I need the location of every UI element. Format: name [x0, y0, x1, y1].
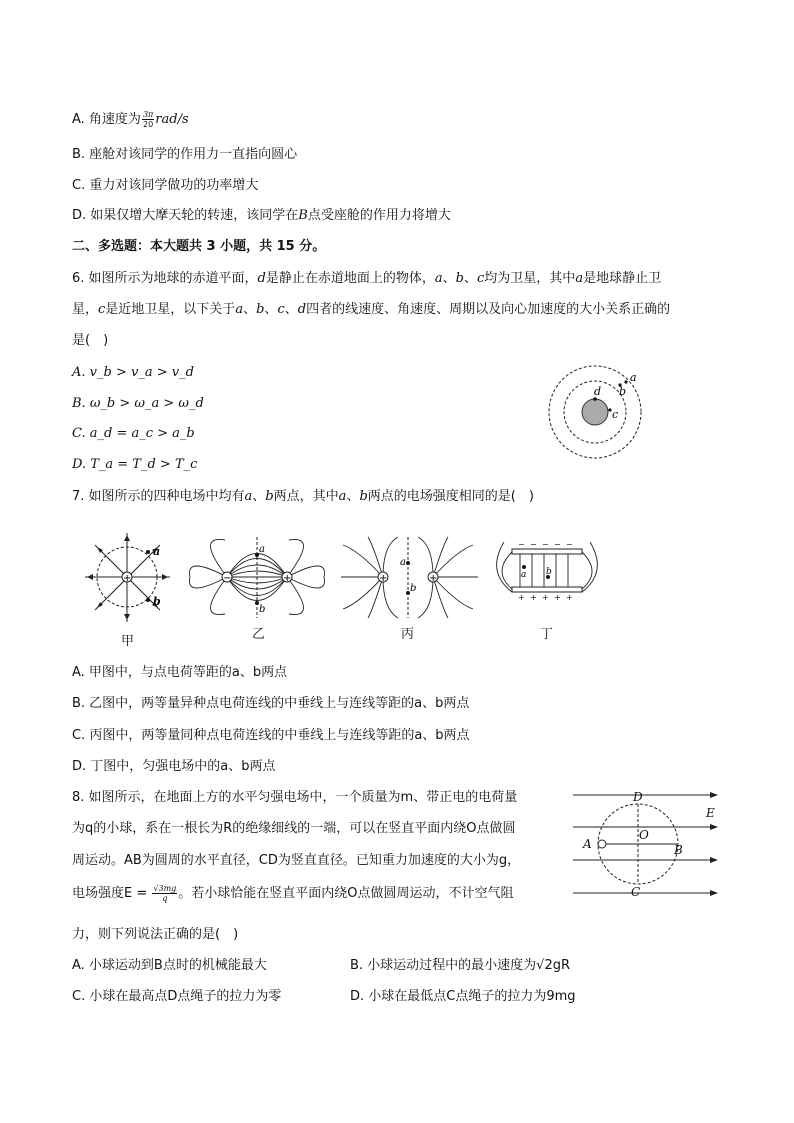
q8-option-b: B. 小球运动过程中的最小速度为√2gR — [350, 958, 571, 973]
fraction-numerator: 3π — [142, 110, 154, 119]
q7-figure-jia — [80, 530, 175, 625]
q7-caption-bing: 丙 — [401, 627, 415, 642]
q7-caption-yi: 乙 — [252, 627, 266, 642]
negative-plate — [512, 549, 582, 554]
q7-option-c: C. 丙图中，两等量同种点电荷连线的中垂线上与连线等距的a、b两点 — [72, 728, 470, 743]
q7-text: 、 — [252, 489, 266, 504]
q5-option-a-text: A. 角速度为 — [72, 112, 141, 127]
q5-option-a — [72, 110, 189, 129]
q5-option-d-post: 点受座舱的作用力将增大 — [307, 208, 451, 223]
q7-caption-jia: 甲 — [121, 634, 135, 649]
q7-text: 7. 如图所示的四种电场中均有 — [72, 489, 245, 504]
q6-text: 是近地卫星，以下关于 — [105, 302, 236, 317]
point-a — [406, 561, 410, 565]
section-title: 二、多选题：本大题共 3 小题，共 15 分。 — [72, 239, 326, 254]
var-b: b — [265, 489, 274, 504]
q7-option-d: D. 丁图中，匀强电场中的a、b两点 — [72, 759, 276, 774]
fraction-denominator: q — [162, 894, 168, 903]
q7-option-b: B. 乙图中，两等量异种点电荷连线的中垂线上与连线等距的a、b两点 — [72, 696, 470, 711]
var-a: a — [434, 271, 443, 286]
q6-option-c: C. a_d = a_c > a_b — [72, 426, 195, 441]
q6-text: 、 — [442, 271, 456, 286]
label-b: b — [259, 604, 266, 615]
q6-orbit-figure — [540, 362, 650, 462]
var-c: c — [477, 271, 485, 286]
var-b: b — [359, 489, 368, 504]
svg-text:+: + — [566, 593, 573, 602]
minus-sign: − — [223, 573, 232, 584]
q5-option-a-unit: rad/s — [155, 112, 189, 127]
label-d: D — [633, 790, 643, 804]
q6-text: 、 — [264, 302, 278, 317]
var-b: b — [455, 271, 464, 286]
label-a: a — [630, 371, 637, 384]
svg-text:−: − — [530, 540, 537, 549]
q7-text: 两点的电场强度相同的是( ) — [367, 489, 534, 504]
q7-stem — [72, 488, 534, 506]
q8-option-a: A. 小球运动到B点时的机械能最大 — [72, 958, 267, 973]
label-a: a — [400, 557, 406, 568]
q6-text: 6. 如图所示为地球的赤道平面， — [72, 271, 258, 286]
q5-option-a-fraction — [142, 110, 154, 129]
q6-stem-line3: 是( ) — [72, 333, 109, 348]
q6-text: 是静止在赤道地面上的物体， — [265, 271, 435, 286]
label-a: A — [583, 837, 592, 851]
q7-text: 两点，其中 — [273, 489, 339, 504]
label-a: a — [521, 570, 527, 580]
q6-text: 四者的线速度、角速度、周期以及向心加速度的大小关系正确的 — [306, 302, 671, 317]
label-b: b — [619, 385, 627, 398]
svg-text:−: − — [542, 540, 549, 549]
svg-text:−: − — [554, 540, 561, 549]
q6-text: 星， — [72, 302, 99, 317]
svg-text:+: + — [554, 593, 561, 602]
earth — [582, 399, 608, 425]
q8-text: 电场强度E = — [72, 886, 152, 901]
var-a: a — [338, 489, 347, 504]
ball — [598, 840, 606, 848]
svg-text:+: + — [530, 593, 537, 602]
q7-caption-ding: 丁 — [540, 627, 554, 642]
svg-text:+: + — [518, 593, 525, 602]
q8-text: 。若小球恰能在竖直平面内绕O点做圆周运动，不计空气阻 — [178, 886, 514, 901]
label-e: E — [706, 806, 715, 820]
q6-stem-line2 — [72, 301, 670, 319]
var-d: d — [297, 302, 307, 317]
q6-option-b: B. ω_b > ω_a > ω_d — [72, 396, 204, 411]
q5-option-c: C. 重力对该同学做功的功率增大 — [72, 178, 259, 193]
q6-text: 、 — [243, 302, 257, 317]
uniform-field-lines — [520, 554, 568, 587]
var-c: c — [98, 302, 106, 317]
var-a: a — [244, 489, 253, 504]
label-b: b — [410, 583, 417, 594]
q5-option-d — [72, 207, 451, 225]
q6-text: 是地球静止卫 — [583, 271, 662, 286]
label-o: O — [639, 828, 649, 842]
q8-stem-line5: 力，则下列说法正确的是( ) — [72, 927, 239, 942]
svg-text:+: + — [542, 593, 549, 602]
point-a — [146, 550, 150, 554]
var-d: d — [257, 271, 266, 286]
fraction-denominator: 20 — [143, 120, 154, 129]
positive-plate — [512, 587, 582, 592]
point-a — [522, 565, 526, 569]
label-d: d — [594, 385, 602, 398]
q7-figure-yi — [185, 535, 330, 620]
var-a: a — [235, 302, 244, 317]
q6-text: 、 — [284, 302, 298, 317]
q6-option-a: A. v_b > v_a > v_d — [72, 365, 194, 380]
var-c: c — [277, 302, 285, 317]
q8-field-fraction — [152, 884, 177, 903]
q6-option-d: D. T_a = T_d > T_c — [72, 457, 198, 472]
q8-stem-line4 — [72, 884, 514, 903]
plus-sign: + — [429, 573, 438, 584]
q5-option-b: B. 座舱对该同学的作用力一直指向圆心 — [72, 147, 298, 162]
point-b — [146, 598, 150, 602]
plus-sign: + — [123, 573, 132, 584]
like-charge-field-lines — [341, 537, 478, 618]
q8-field-figure — [568, 785, 723, 905]
label-b: B — [674, 843, 683, 857]
svg-text:−: − — [566, 540, 573, 549]
q7-option-a: A. 甲图中，与点电荷等距的a、b两点 — [72, 665, 288, 680]
q7-figure-bing — [338, 535, 483, 620]
q6-text: 均为卫星，其中 — [484, 271, 576, 286]
label-b: b — [546, 567, 552, 577]
fraction-numerator: √3mg — [153, 884, 177, 893]
label-a: a — [259, 544, 265, 555]
satellite-a — [624, 380, 627, 383]
q8-option-d: D. 小球在最低点C点绳子的拉力为9mg — [350, 989, 576, 1004]
svg-text:−: − — [518, 540, 525, 549]
q5-option-d-pre: D. 如果仅增大摩天轮的转速，该同学在 — [72, 208, 299, 223]
label-b: b — [153, 595, 161, 608]
q6-text: 、 — [464, 271, 478, 286]
q8-stem-line3: 周运动。AB为圆周的水平直径，CD为竖直直径。已知重力加速度的大小为g， — [72, 853, 521, 868]
q6-stem-line1 — [72, 270, 661, 288]
q8-stem-line1: 8. 如图所示，在地面上方的水平匀强电场中，一个质量为m、带正电的电荷量 — [72, 790, 518, 805]
q5-option-d-var: B — [298, 208, 308, 223]
q8-stem-line2: 为q的小球，系在一根长为R的绝缘细线的一端，可以在竖直平面内绕O点做圆 — [72, 821, 516, 836]
label-a: a — [153, 545, 161, 558]
q7-text: 、 — [346, 489, 360, 504]
var-a: a — [575, 271, 584, 286]
label-c: C — [631, 885, 641, 899]
label-c: c — [612, 408, 619, 421]
plus-sign: + — [379, 573, 388, 584]
q7-figure-ding — [490, 537, 605, 612]
q8-option-c: C. 小球在最高点D点绳子的拉力为零 — [72, 989, 282, 1004]
plus-sign: + — [283, 573, 292, 584]
var-b: b — [256, 302, 265, 317]
